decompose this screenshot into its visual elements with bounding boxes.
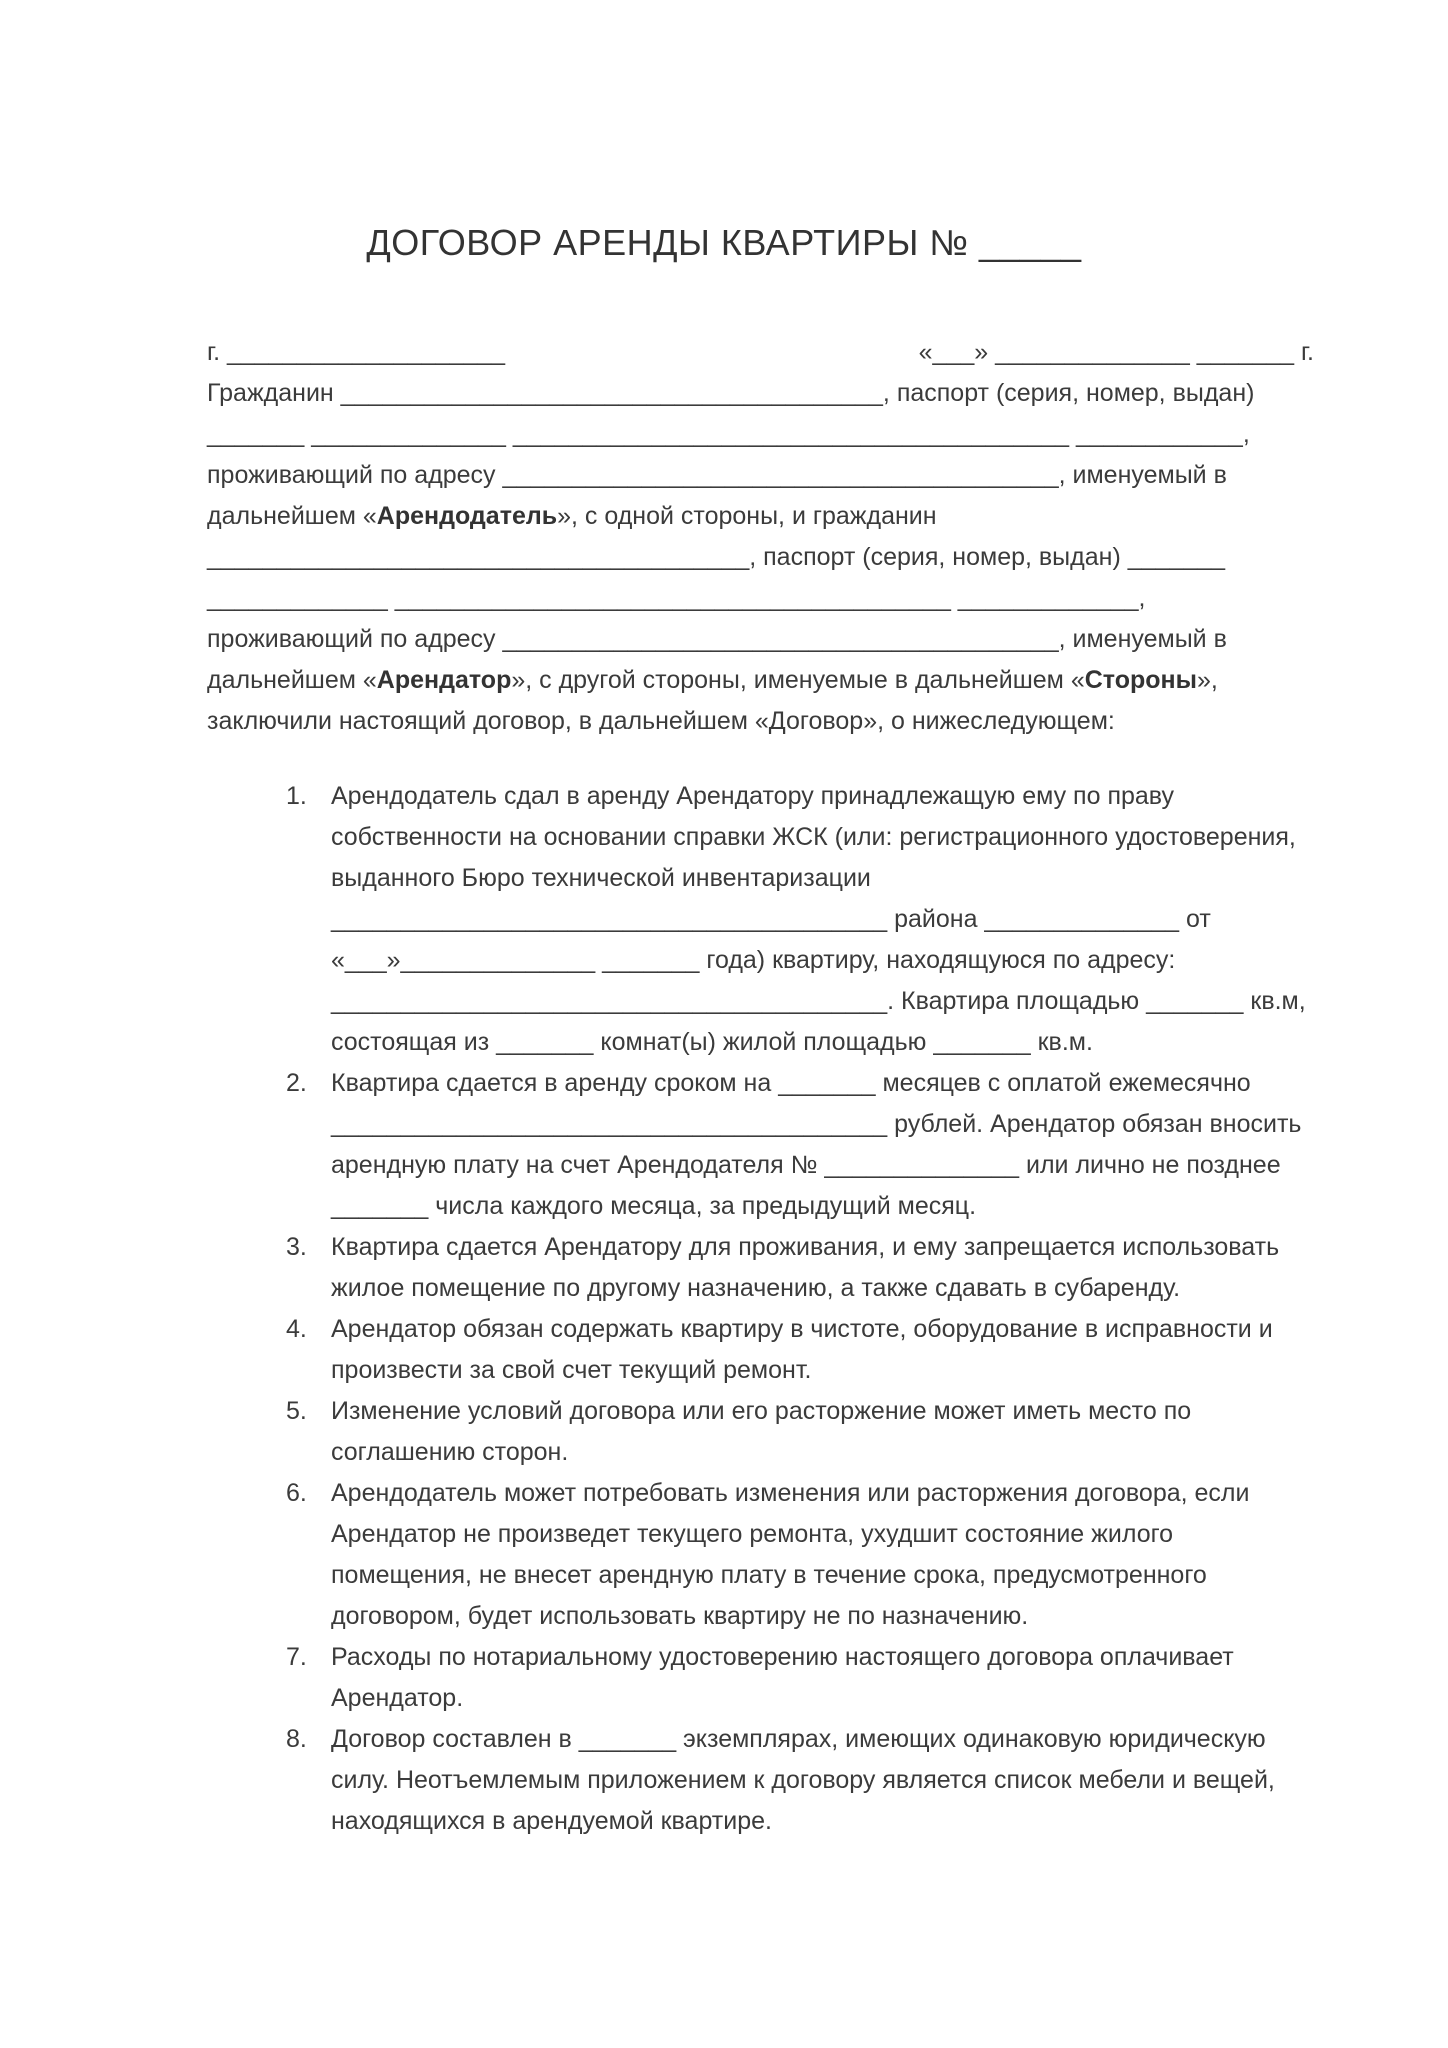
item-number: 6. xyxy=(286,1479,307,1507)
item-2-line: Квартира сдается в аренду сроком на _______ месяцев с оплатой ежемесячно xyxy=(331,1069,1251,1097)
item-3-line: Квартира сдается Арендатору для проживания, и ему запрещается использовать xyxy=(331,1233,1280,1261)
parties-term: Стороны xyxy=(1084,666,1197,694)
intro-text: », с одной стороны, и гражданин xyxy=(557,502,937,530)
item-number: 7. xyxy=(286,1643,307,1671)
item-2-line: арендную плату на счет Арендодателя № ______________ или лично не позднее xyxy=(331,1151,1281,1179)
intro-line-6: _____________ ________________________________________ _____________, xyxy=(207,584,1146,612)
header-city: г. ____________________ xyxy=(207,338,506,366)
landlord-term: Арендодатель xyxy=(376,502,558,530)
intro-line-2: _______ ______________ ________________________________________ ____________, xyxy=(207,420,1250,448)
document-title: ДОГОВОР АРЕНДЫ КВАРТИРЫ № _____ xyxy=(366,222,1082,263)
item-5-line: соглашению сторон. xyxy=(331,1438,569,1466)
item-7-line: Арендатор. xyxy=(331,1684,464,1712)
intro-line-7: проживающий по адресу ________________________________________, именуемый в xyxy=(207,625,1227,653)
intro-line-3: проживающий по адресу ________________________________________, именуемый в xyxy=(207,461,1227,489)
intro-text: дальнейшем « xyxy=(207,666,377,694)
tenant-term: Арендатор xyxy=(376,666,512,694)
item-number: 8. xyxy=(286,1725,307,1753)
item-number: 3. xyxy=(286,1233,307,1261)
item-3-line: жилое помещение по другому назначению, а также сдавать в субаренду. xyxy=(331,1274,1181,1302)
item-8-line: Договор составлен в _______ экземплярах, имеющих одинаковую юридическую xyxy=(331,1725,1266,1753)
intro-text: дальнейшем « xyxy=(207,502,377,530)
item-8-line: силу. Неотъемлемым приложением к договору является список мебели и вещей, xyxy=(331,1766,1275,1794)
item-4-line: произвести за свой счет текущий ремонт. xyxy=(331,1356,812,1384)
item-number: 2. xyxy=(286,1069,307,1097)
item-1-line: ________________________________________. Квартира площадью _______ кв.м, xyxy=(331,987,1306,1015)
intro-text: », с другой стороны, именуемые в дальнейшем « xyxy=(511,666,1085,694)
item-6-line: помещения, не внесет арендную плату в течение срока, предусмотренного xyxy=(331,1561,1207,1589)
item-number: 1. xyxy=(286,782,307,810)
item-6-line: Арендодатель может потребовать изменения или расторжения договора, если xyxy=(331,1479,1250,1507)
item-7-line: Расходы по нотариальному удостоверению настоящего договора оплачивает xyxy=(331,1643,1234,1671)
item-1-line: Арендодатель сдал в аренду Арендатору принадлежащую ему по праву xyxy=(331,782,1175,810)
item-4-line: Арендатор обязан содержать квартиру в чистоте, оборудование в исправности и xyxy=(331,1315,1273,1343)
item-1-line: выданного Бюро технической инвентаризации xyxy=(331,864,871,892)
intro-text: », xyxy=(1196,666,1218,694)
header-date: «___» ______________ _______ г. xyxy=(918,338,1314,366)
item-1-line: ________________________________________ района ______________ от xyxy=(331,905,1211,933)
item-1-line: состоящая из _______ комнат(ы) жилой площадью _______ кв.м. xyxy=(331,1028,1093,1056)
item-5-line: Изменение условий договора или его расторжение может иметь место по xyxy=(331,1397,1192,1425)
item-number: 5. xyxy=(286,1397,307,1425)
item-number: 4. xyxy=(286,1315,307,1343)
item-2-line: _______ числа каждого месяца, за предыдущий месяц. xyxy=(331,1192,977,1220)
item-1-line: собственности на основании справки ЖСК (или: регистрационного удостоверения, xyxy=(331,823,1296,851)
item-6-line: Арендатор не произведет текущего ремонта, ухудшит состояние жилого xyxy=(331,1520,1174,1548)
intro-line-4 xyxy=(207,501,937,531)
intro-line-8 xyxy=(207,665,1218,695)
intro-line-5: _______________________________________, паспорт (серия, номер, выдан) _______ xyxy=(207,543,1226,571)
intro-line-9: заключили настоящий договор, в дальнейшем «Договор», о нижеследующем: xyxy=(207,707,1115,735)
intro-line-1: Гражданин _______________________________________, паспорт (серия, номер, выдан) xyxy=(207,379,1255,407)
item-2-line: ________________________________________ рублей. Арендатор обязан вносить xyxy=(331,1110,1302,1138)
item-8-line: находящихся в арендуемой квартире. xyxy=(331,1807,772,1835)
item-6-line: договором, будет использовать квартиру не по назначению. xyxy=(331,1602,1029,1630)
item-1-line: «___»______________ _______ года) квартиру, находящуюся по адресу: xyxy=(331,946,1176,974)
